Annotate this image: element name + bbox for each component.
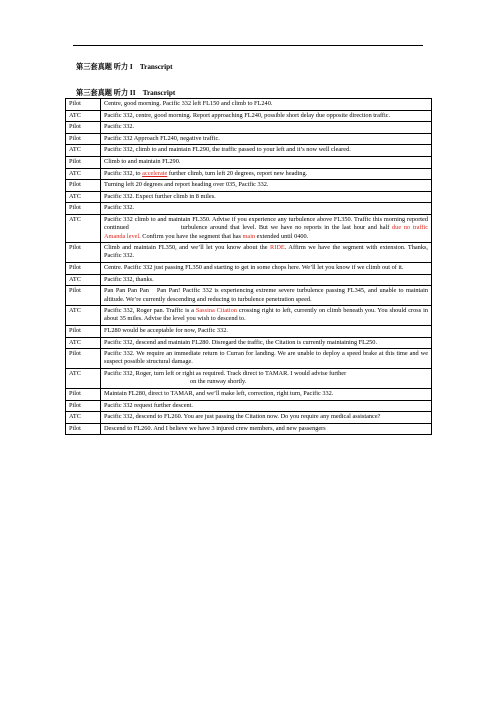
text-cell: Pacific 332, descend and maintain FL280. Disregard the traffic, the Citation is currently maintaining FL250. <box>101 337 432 349</box>
text-cell: Centre, good morning. Pacific 332 left FL150 and climb to FL240. <box>101 99 432 111</box>
speaker-cell: Pilot <box>66 423 101 435</box>
table-row <box>66 337 432 349</box>
table-row <box>66 122 432 134</box>
text-cell: Pacific 332, thanks. <box>101 274 432 286</box>
text-cell: Climb to and maintain FL290. <box>101 156 432 168</box>
text-cell: Pacific 332, centre, good morning. Report approaching FL240, possible short delay due opposite direction traffic. <box>101 110 432 122</box>
speaker-cell: Pilot <box>66 156 101 168</box>
speaker-cell: Pilot <box>66 133 101 145</box>
speaker-cell: ATC <box>66 337 101 349</box>
table-row <box>66 388 432 400</box>
text-part: extended until 0400. <box>255 232 309 240</box>
table-row <box>66 325 432 337</box>
speaker-cell: ATC <box>66 145 101 157</box>
speaker-cell: Pilot <box>66 263 101 275</box>
table-row <box>66 133 432 145</box>
text-part: on the runway shortly. <box>190 378 247 386</box>
text-cell: Pacific 332. <box>101 203 432 215</box>
table-row <box>66 263 432 275</box>
table-row <box>66 99 432 111</box>
text-cell: Centre. Pacific 332 just passing FL350 and starting to get in some chops here. We’ll let you know if we climb out of it. <box>101 263 432 275</box>
table-row <box>66 203 432 215</box>
table-row <box>66 156 432 168</box>
text-part: turbulence around that level. But we have no reports in the last hour and half <box>180 224 393 232</box>
speaker-cell: Pilot <box>66 243 101 263</box>
table-row <box>66 214 432 242</box>
speaker-cell: Pilot <box>66 122 101 134</box>
text-cell <box>101 243 432 263</box>
text-part: Climb and maintain FL350, and we’ll let you know about the <box>104 244 271 252</box>
table-row <box>66 145 432 157</box>
speaker-cell: Pilot <box>66 400 101 412</box>
text-cell <box>101 214 432 242</box>
text-part: Pacific 332 climb to and maintain FL350. Advise if you experience any turbulence above FL350. Traffic this morning reported continued <box>104 215 428 232</box>
text-part: Pacific 332, Roger, turn left or right as required. Track direct to TAMAR. I would advise further <box>104 370 347 378</box>
transcript-table <box>65 98 432 435</box>
text-cell <box>101 168 432 180</box>
table-row <box>66 369 432 389</box>
section-heading-1: 第三套真题 听力 I Transcript <box>76 63 173 71</box>
speaker-cell: ATC <box>66 214 101 242</box>
text-cell: Pacific 332 request further descent. <box>101 400 432 412</box>
text-part: . Confirm you have the segment that has <box>139 232 243 240</box>
highlighted-word: main <box>242 232 256 240</box>
highlighted-word: RIDE <box>270 244 285 252</box>
table-row <box>66 191 432 203</box>
text-part: . Affirm we have the segment with extension. Thanks, Pacific 332. <box>104 244 428 260</box>
table-row <box>66 110 432 122</box>
text-cell <box>101 306 432 326</box>
text-part: further climb, turn left 20 degrees, report new heading. <box>167 169 308 177</box>
table-row <box>66 180 432 192</box>
text-part: Pacific 332, Roger pan. Traffic is a <box>104 307 196 315</box>
speaker-cell: ATC <box>66 274 101 286</box>
speaker-cell: ATC <box>66 110 101 122</box>
table-row <box>66 349 432 369</box>
text-part: Pacific 332, to <box>104 169 143 177</box>
text-cell: FL280 would be acceptable for now, Pacific 332. <box>101 325 432 337</box>
text-cell: Maintain FL280, direct to TAMAR, and we’ll make left, correction, right turn, Pacific 332. <box>101 388 432 400</box>
table-row <box>66 286 432 306</box>
text-cell: Pacific 332, climb to and maintain FL290, the traffic passed to your left and it’s now well cleared. <box>101 145 432 157</box>
table-row <box>66 423 432 435</box>
text-cell: Descend to FL260. And I believe we have 3 injured crew members, and new passengers <box>101 423 432 435</box>
text-cell <box>101 369 432 389</box>
table-row <box>66 412 432 424</box>
speaker-cell: Pilot <box>66 349 101 369</box>
table-row <box>66 306 432 326</box>
table-row <box>66 168 432 180</box>
text-cell: Pacific 332 Approach FL240, negative traffic. <box>101 133 432 145</box>
text-cell: Pacific 332. We require an immediate return to Curran for landing. We are unable to deploy a speed brake at this time and we suspect possible structural damage. <box>101 349 432 369</box>
header-rule <box>73 45 423 46</box>
text-cell: Pacific 332. <box>101 122 432 134</box>
speaker-cell: ATC <box>66 191 101 203</box>
text-cell: Turning left 20 degrees and report heading over 035, Pacific 332. <box>101 180 432 192</box>
speaker-cell: Pilot <box>66 325 101 337</box>
speaker-cell: ATC <box>66 306 101 326</box>
speaker-cell: ATC <box>66 412 101 424</box>
speaker-cell: Pilot <box>66 99 101 111</box>
table-row <box>66 400 432 412</box>
table-row <box>66 243 432 263</box>
text-cell: Pacific 332, descend to FL260. You are just passing the Citation now. Do you require any medical assistance? <box>101 412 432 424</box>
text-cell: Pan Pan Pan Pan Pan Pan! Pacific 332 is experiencing extreme severe turbulence passing FL345, and unable to maintain altitude. We’re currently descending and reducing to turbulence penetration speed. <box>101 286 432 306</box>
speaker-cell: Pilot <box>66 286 101 306</box>
text-cell: Pacific 332. Expect further climb in 8 miles. <box>101 191 432 203</box>
table-row <box>66 274 432 286</box>
speaker-cell: Pilot <box>66 388 101 400</box>
highlighted-phrase: due no traffic Amanda level <box>104 224 429 240</box>
speaker-cell: ATC <box>66 369 101 389</box>
highlighted-word: accelerate <box>142 169 168 177</box>
highlighted-phrase: Sassina Citation <box>195 307 237 315</box>
speaker-cell: Pilot <box>66 203 101 215</box>
speaker-cell: ATC <box>66 168 101 180</box>
speaker-cell: Pilot <box>66 180 101 192</box>
text-part: crossing right to left, currently on climb beneath you. You should cross in about 35 miles. Advise the level you wish to descend to. <box>104 307 428 323</box>
section-heading-2: 第三套真题 听力 II Transcript <box>76 89 176 97</box>
